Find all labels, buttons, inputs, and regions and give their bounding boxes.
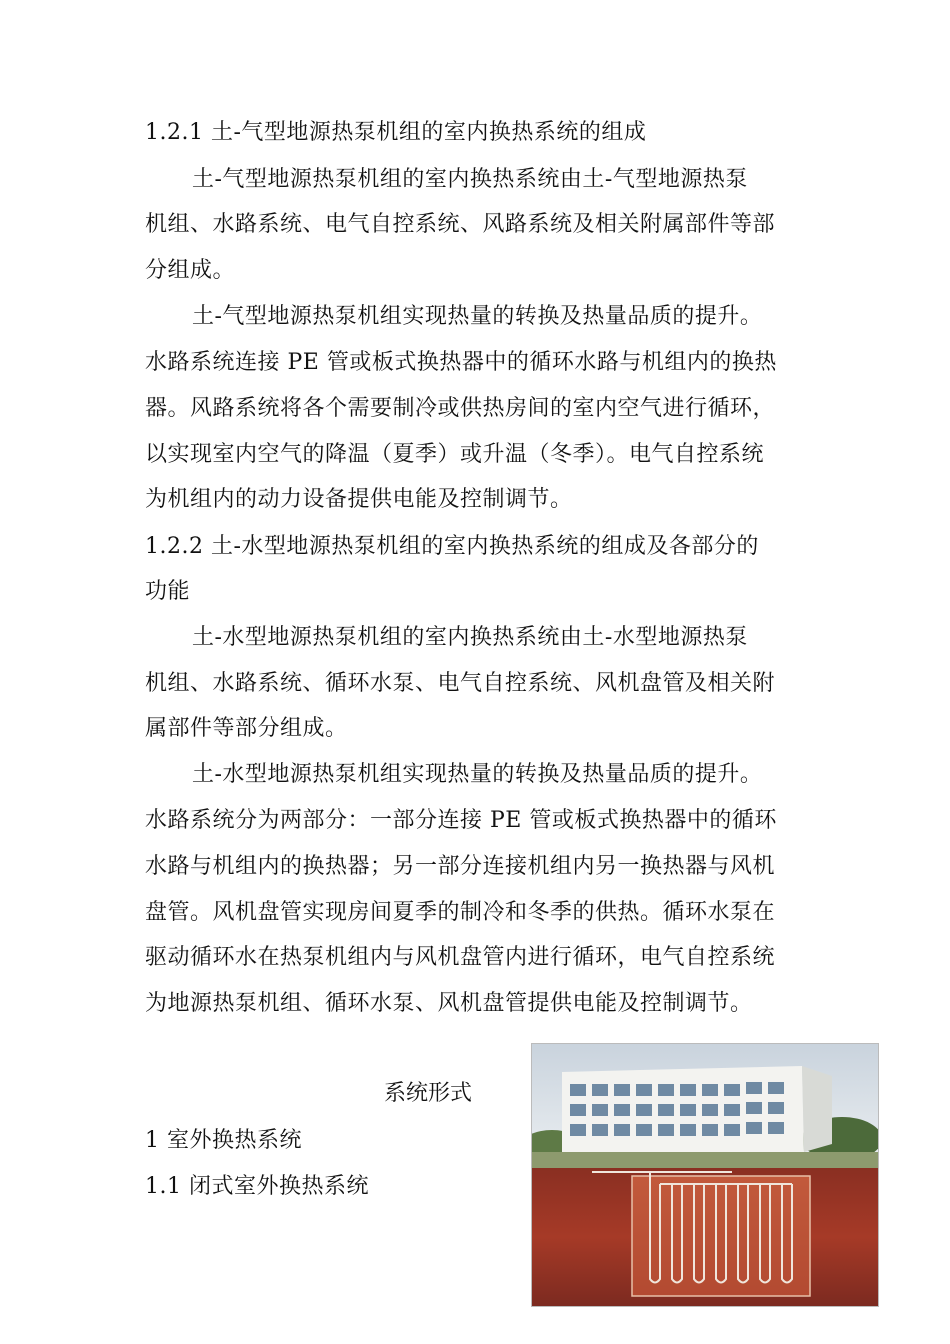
paragraph-line: 为地源热泵机组、循环水泵、风机盘管提供电能及控制调节。: [145, 991, 753, 1016]
paragraph-line: 驱动循环水在热泵机组内与风机盘管内进行循环，电气自控系统: [145, 945, 776, 970]
paragraph-line: 机组、水路系统、循环水泵、电气自控系统、风机盘管及相关附: [145, 671, 776, 696]
paragraph-line: 属部件等部分组成。: [145, 716, 348, 741]
paragraph-line: 水路与机组内的换热器；另一部分连接机组内另一换热器与风机: [145, 854, 776, 879]
paragraph-line: 盘管。风机盘管实现房间夏季的制冷和冬季的供热。循环水泵在: [145, 900, 776, 925]
paragraph-line: 为机组内的动力设备提供电能及控制调节。: [145, 487, 573, 512]
section-heading-1-2-1: 1.2.1 土-气型地源热泵机组的室内换热系统的组成: [145, 120, 647, 145]
paragraph-line: 分组成。: [145, 258, 236, 283]
paragraph-line: 水路系统连接 PE 管或板式换热器中的循环水路与机组内的换热: [145, 350, 777, 375]
paragraph-line: 土-水型地源热泵机组的室内换热系统由土-水型地源热泵: [192, 625, 748, 650]
section-heading-1-2-2-cont: 功能: [145, 579, 191, 604]
outdoor-heat-exchange-heading: 1 室外换热系统: [145, 1128, 302, 1153]
closed-system-heading: 1.1 闭式室外换热系统: [145, 1174, 369, 1199]
paragraph-line: 以实现室内空气的降温（夏季）或升温（冬季）。电气自控系统: [145, 442, 765, 467]
section-heading-1-2-2: 1.2.2 土-水型地源热泵机组的室内换热系统的组成及各部分的: [145, 534, 759, 559]
paragraph-line: 土-气型地源热泵机组的室内换热系统由土-气型地源热泵: [192, 167, 748, 192]
paragraph-line: 土-气型地源热泵机组实现热量的转换及热量品质的提升。: [192, 304, 763, 329]
paragraph-line: 机组、水路系统、电气自控系统、风路系统及相关附属部件等部: [145, 212, 776, 237]
paragraph-line: 水路系统分为两部分：一部分连接 PE 管或板式换热器中的循环: [145, 808, 777, 833]
paragraph-line: 器。风路系统将各个需要制冷或供热房间的室内空气进行循环，: [145, 396, 776, 421]
paragraph-line: 土-水型地源热泵机组实现热量的转换及热量品质的提升。: [192, 762, 763, 787]
system-form-title: 系统形式: [384, 1081, 473, 1106]
ground-loop-building-illustration: [531, 1043, 879, 1307]
